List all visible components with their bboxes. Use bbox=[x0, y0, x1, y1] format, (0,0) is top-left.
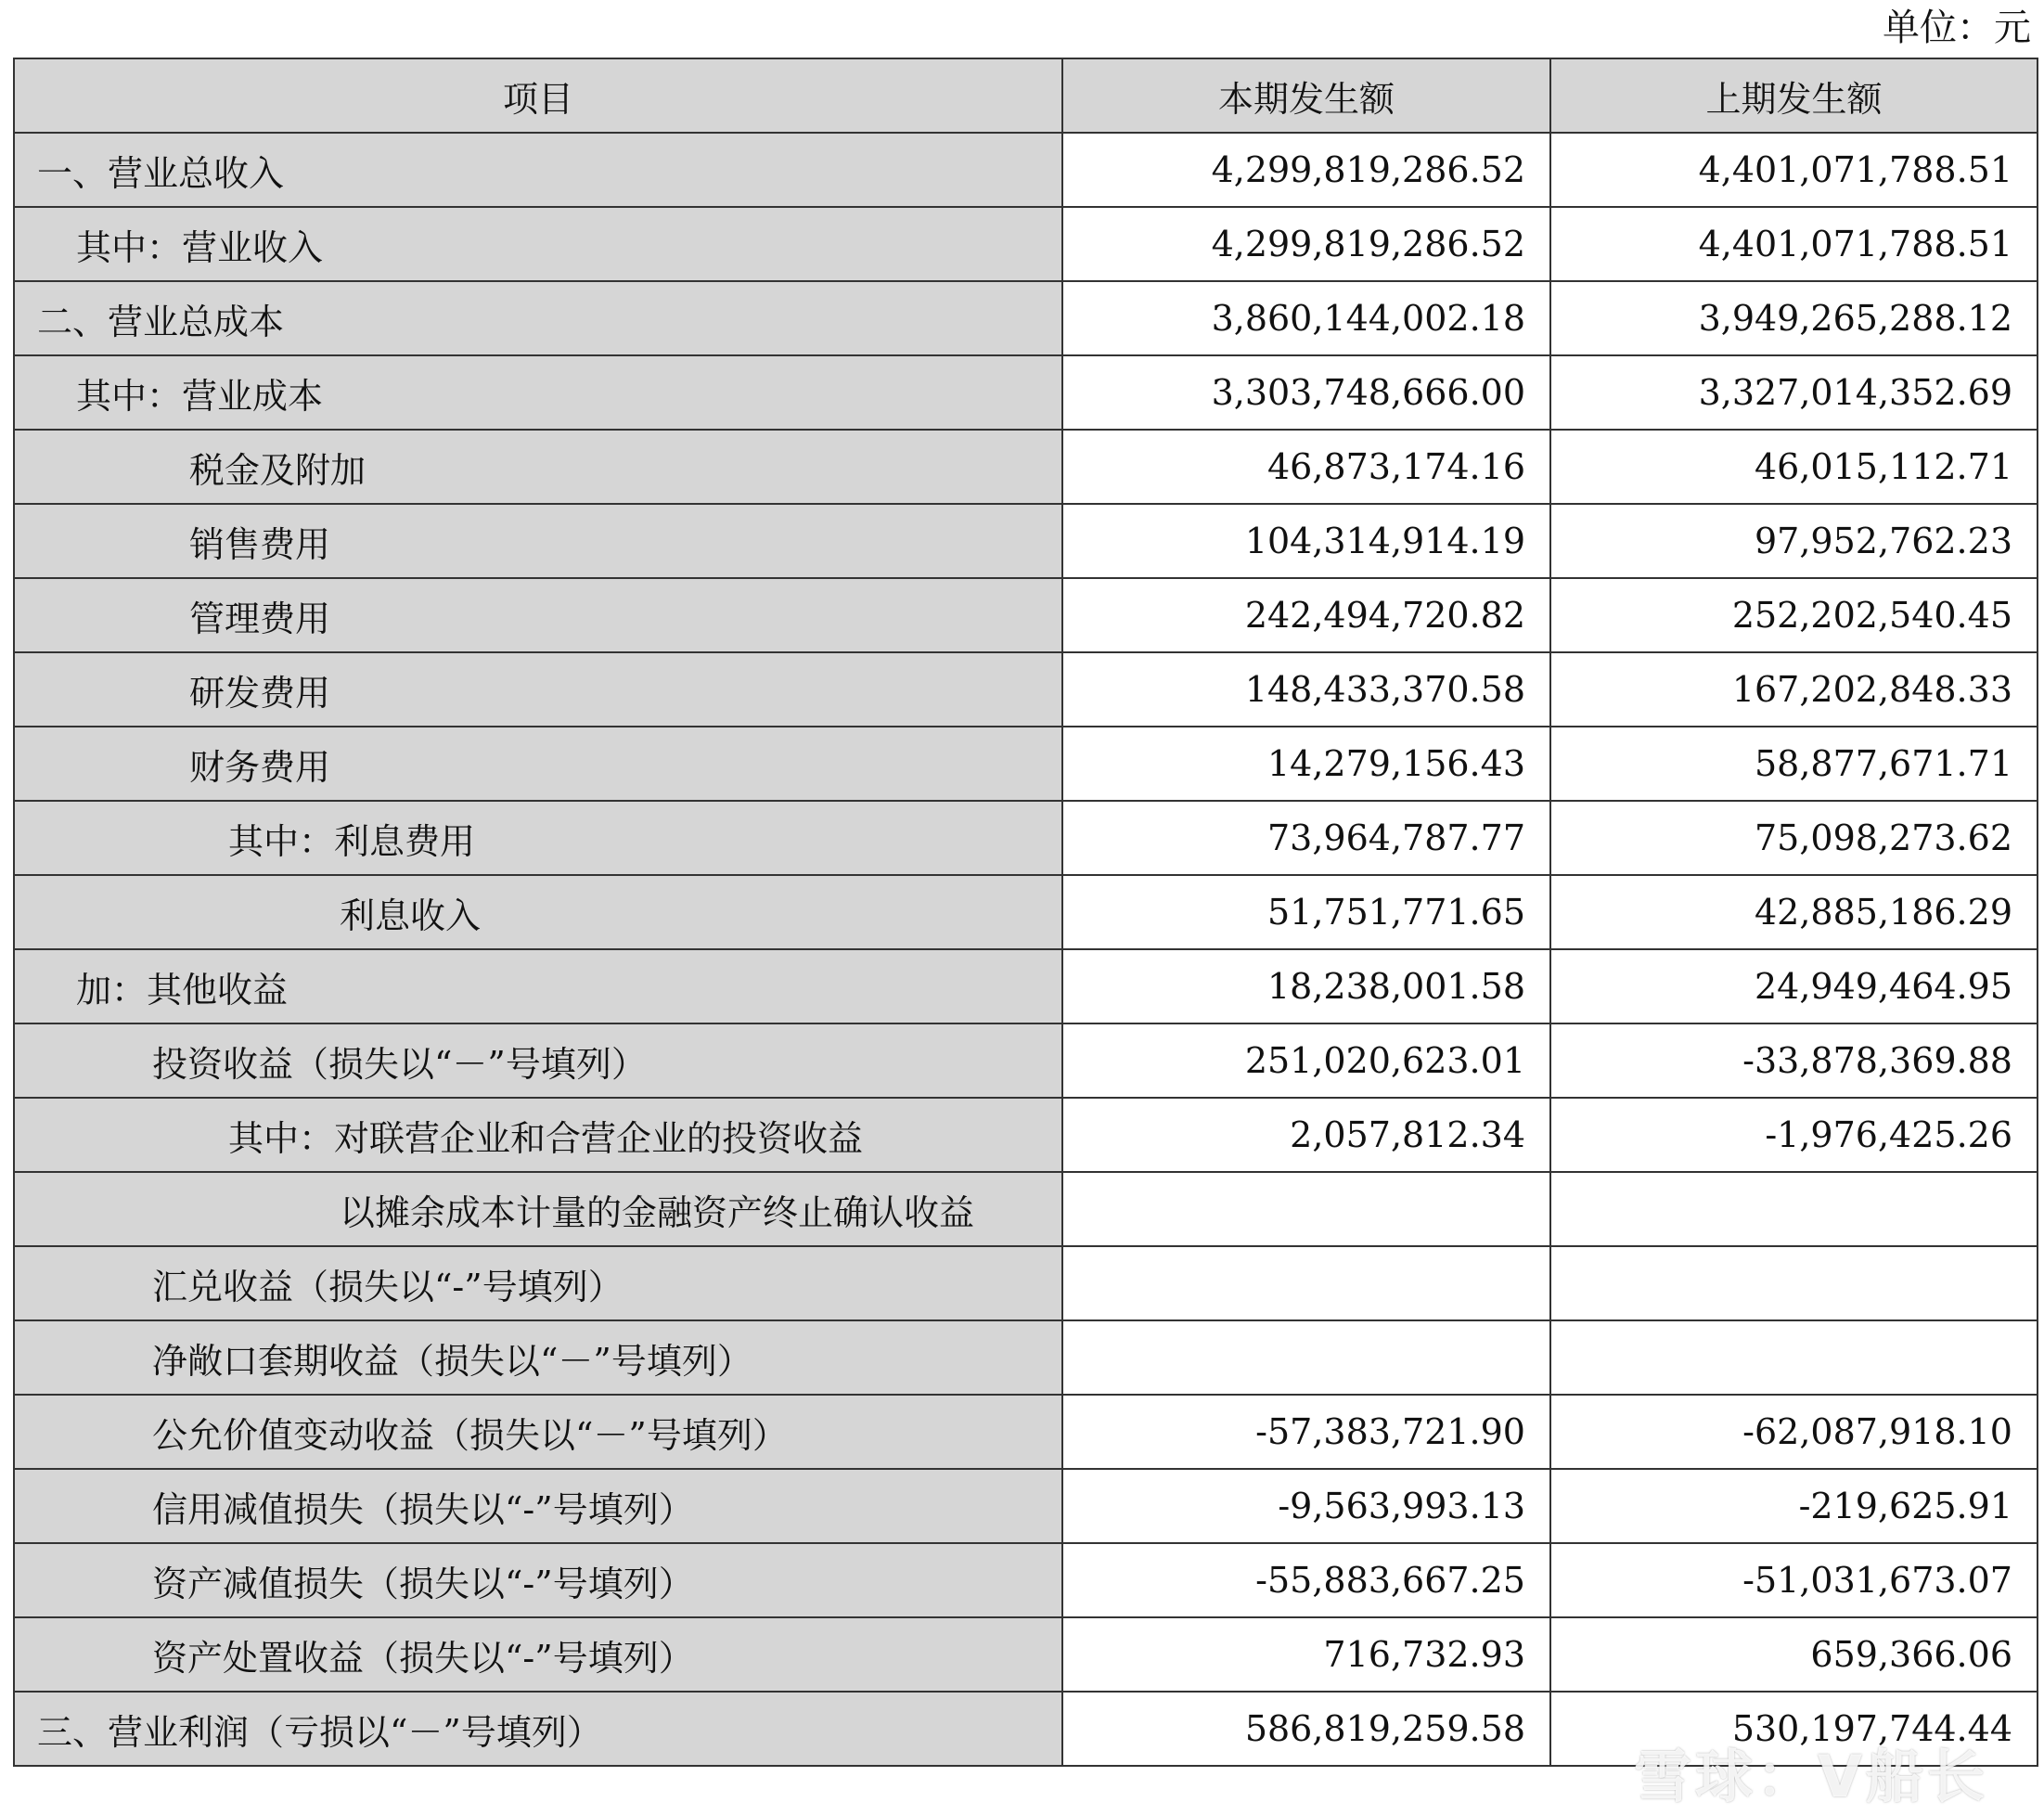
current-amount: 3,303,748,666.00 bbox=[1062, 355, 1550, 430]
previous-amount: -62,087,918.10 bbox=[1550, 1395, 2038, 1469]
previous-amount: -1,976,425.26 bbox=[1550, 1098, 2038, 1172]
table-row bbox=[14, 1320, 2038, 1395]
row-label: 公允价值变动收益（损失以“－”号填列） bbox=[14, 1395, 1062, 1469]
row-label: 研发费用 bbox=[14, 652, 1062, 727]
row-label: 资产处置收益（损失以“-”号填列） bbox=[14, 1617, 1062, 1692]
table-row bbox=[14, 652, 2038, 727]
previous-amount: 58,877,671.71 bbox=[1550, 727, 2038, 801]
income-statement-table bbox=[13, 58, 2038, 1767]
current-amount: 73,964,787.77 bbox=[1062, 801, 1550, 875]
row-label: 销售费用 bbox=[14, 504, 1062, 578]
table-row bbox=[14, 207, 2038, 281]
previous-amount: 659,366.06 bbox=[1550, 1617, 2038, 1692]
table-row bbox=[14, 1023, 2038, 1098]
table-header-row bbox=[14, 58, 2038, 133]
table-row bbox=[14, 1098, 2038, 1172]
table-row bbox=[14, 801, 2038, 875]
previous-amount: 24,949,464.95 bbox=[1550, 949, 2038, 1023]
current-amount: 4,299,819,286.52 bbox=[1062, 207, 1550, 281]
row-label: 三、营业利润（亏损以“－”号填列） bbox=[14, 1692, 1062, 1766]
previous-amount: 530,197,744.44 bbox=[1550, 1692, 2038, 1766]
previous-amount: -33,878,369.88 bbox=[1550, 1023, 2038, 1098]
current-amount bbox=[1062, 1246, 1550, 1320]
row-label: 管理费用 bbox=[14, 578, 1062, 652]
current-amount: 251,020,623.01 bbox=[1062, 1023, 1550, 1098]
current-amount: 3,860,144,002.18 bbox=[1062, 281, 1550, 355]
current-amount: 2,057,812.34 bbox=[1062, 1098, 1550, 1172]
current-amount: -55,883,667.25 bbox=[1062, 1543, 1550, 1617]
current-amount: 46,873,174.16 bbox=[1062, 430, 1550, 504]
row-label: 资产减值损失（损失以“-”号填列） bbox=[14, 1543, 1062, 1617]
table-row bbox=[14, 1395, 2038, 1469]
column-header-previous: 上期发生额 bbox=[1550, 58, 2038, 133]
current-amount: -57,383,721.90 bbox=[1062, 1395, 1550, 1469]
current-amount bbox=[1062, 1172, 1550, 1246]
table-row bbox=[14, 1246, 2038, 1320]
current-amount: 51,751,771.65 bbox=[1062, 875, 1550, 949]
column-header-current: 本期发生额 bbox=[1062, 58, 1550, 133]
table-row bbox=[14, 504, 2038, 578]
current-amount: 18,238,001.58 bbox=[1062, 949, 1550, 1023]
previous-amount bbox=[1550, 1172, 2038, 1246]
current-amount: 104,314,914.19 bbox=[1062, 504, 1550, 578]
watermark: 雪球：V船长 bbox=[1634, 1743, 1988, 1810]
table-row bbox=[14, 727, 2038, 801]
unit-label: 单位：元 bbox=[1883, 6, 2031, 49]
current-amount bbox=[1062, 1320, 1550, 1395]
row-label: 净敞口套期收益（损失以“－”号填列） bbox=[14, 1320, 1062, 1395]
current-amount: 586,819,259.58 bbox=[1062, 1692, 1550, 1766]
row-label: 其中：对联营企业和合营企业的投资收益 bbox=[14, 1098, 1062, 1172]
current-amount: 242,494,720.82 bbox=[1062, 578, 1550, 652]
row-label: 利息收入 bbox=[14, 875, 1062, 949]
table-row bbox=[14, 578, 2038, 652]
table-row bbox=[14, 949, 2038, 1023]
table-row bbox=[14, 1543, 2038, 1617]
previous-amount: 167,202,848.33 bbox=[1550, 652, 2038, 727]
current-amount: 4,299,819,286.52 bbox=[1062, 133, 1550, 207]
previous-amount: 97,952,762.23 bbox=[1550, 504, 2038, 578]
previous-amount: -51,031,673.07 bbox=[1550, 1543, 2038, 1617]
table-row bbox=[14, 430, 2038, 504]
row-label: 其中：营业收入 bbox=[14, 207, 1062, 281]
previous-amount: 75,098,273.62 bbox=[1550, 801, 2038, 875]
current-amount: -9,563,993.13 bbox=[1062, 1469, 1550, 1543]
previous-amount: -219,625.91 bbox=[1550, 1469, 2038, 1543]
previous-amount: 252,202,540.45 bbox=[1550, 578, 2038, 652]
previous-amount: 42,885,186.29 bbox=[1550, 875, 2038, 949]
table-row bbox=[14, 355, 2038, 430]
table-row bbox=[14, 1469, 2038, 1543]
table-row bbox=[14, 1172, 2038, 1246]
current-amount: 14,279,156.43 bbox=[1062, 727, 1550, 801]
previous-amount: 3,327,014,352.69 bbox=[1550, 355, 2038, 430]
row-label: 其中：利息费用 bbox=[14, 801, 1062, 875]
column-header-item: 项目 bbox=[14, 58, 1062, 133]
previous-amount: 4,401,071,788.51 bbox=[1550, 207, 2038, 281]
table-row bbox=[14, 133, 2038, 207]
row-label: 一、营业总收入 bbox=[14, 133, 1062, 207]
current-amount: 148,433,370.58 bbox=[1062, 652, 1550, 727]
row-label: 投资收益（损失以“－”号填列） bbox=[14, 1023, 1062, 1098]
previous-amount bbox=[1550, 1320, 2038, 1395]
row-label: 信用减值损失（损失以“-”号填列） bbox=[14, 1469, 1062, 1543]
row-label: 汇兑收益（损失以“-”号填列） bbox=[14, 1246, 1062, 1320]
table-row bbox=[14, 1617, 2038, 1692]
previous-amount: 4,401,071,788.51 bbox=[1550, 133, 2038, 207]
row-label: 税金及附加 bbox=[14, 430, 1062, 504]
previous-amount: 46,015,112.71 bbox=[1550, 430, 2038, 504]
current-amount: 716,732.93 bbox=[1062, 1617, 1550, 1692]
table-row bbox=[14, 875, 2038, 949]
previous-amount bbox=[1550, 1246, 2038, 1320]
previous-amount: 3,949,265,288.12 bbox=[1550, 281, 2038, 355]
row-label: 财务费用 bbox=[14, 727, 1062, 801]
row-label: 以摊余成本计量的金融资产终止确认收益 bbox=[14, 1172, 1062, 1246]
row-label: 其中：营业成本 bbox=[14, 355, 1062, 430]
row-label: 加：其他收益 bbox=[14, 949, 1062, 1023]
row-label: 二、营业总成本 bbox=[14, 281, 1062, 355]
table-row bbox=[14, 281, 2038, 355]
